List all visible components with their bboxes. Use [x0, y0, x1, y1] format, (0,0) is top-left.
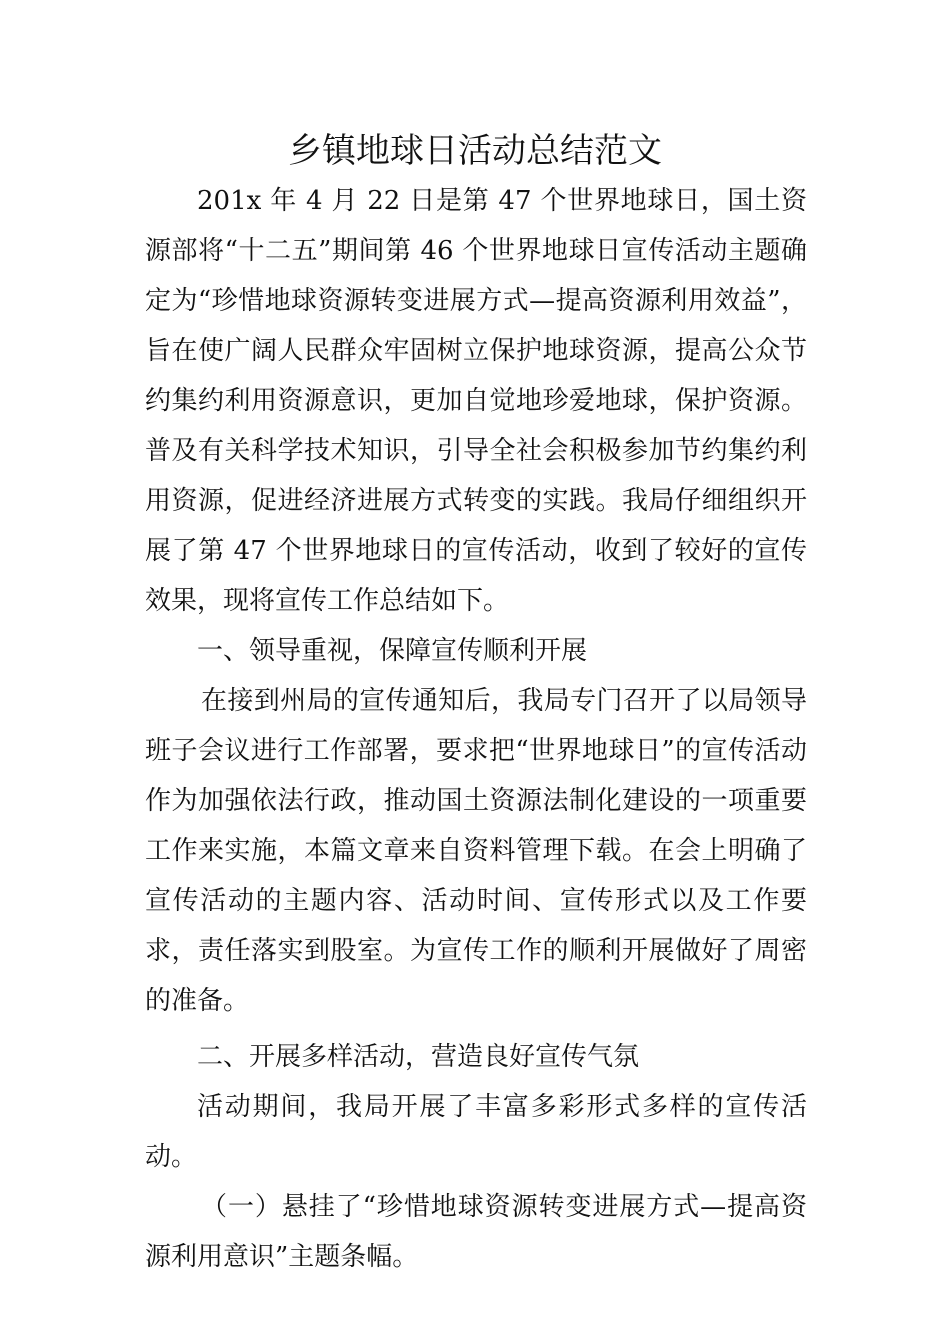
paragraph-item-1: （一）悬挂了“珍惜地球资源转变进展方式—提高资源利用意识”主题条幅。 — [145, 1192, 807, 1272]
paragraph-intro: 201x 年 4 月 22 日是第 47 个世界地球日，国土资源部将“十二五”期间第 46 个世界地球日宣传活动主题确定为“珍惜地球资源转变进展方式—提高资源利用效益”，旨在使广阔人民群众牢固树立保护地球资源，提高公众节约集约利用资源意识，更加自觉地珍爱地球，保护资源。普及有关科学技术知识，引导全社会积极参加节约集约利用资源，促进经济进展方式转变的实践。我局仔细组织开展了第 47 个世界地球日的宣传活动，收到了较好的宣传效果，现将宣传工作总结如下。 — [145, 186, 807, 616]
paragraph-section-1: 在接到州局的宣传通知后，我局专门召开了以局领导班子会议进行工作部署，要求把“世界地球日”的宣传活动作为加强依法行政，推动国土资源法制化建设的一项重要工作来实施，本篇文章来自资料管理下载。在会上明确了宣传活动的主题内容、活动时间、宣传形式以及工作要求，责任落实到股室。为宣传工作的顺利开展做好了周密的准备。 — [145, 686, 807, 1016]
section-heading-2: 二、开展多样活动，营造良好宣传气氛 — [197, 1042, 640, 1072]
paragraph-section-2: 活动期间，我局开展了丰富多彩形式多样的宣传活动。 — [145, 1092, 807, 1172]
document-body — [145, 176, 807, 1282]
section-heading-1: 一、领导重视，保障宣传顺利开展 — [197, 636, 588, 666]
document-title: 乡镇地球日活动总结范文 — [288, 131, 662, 171]
